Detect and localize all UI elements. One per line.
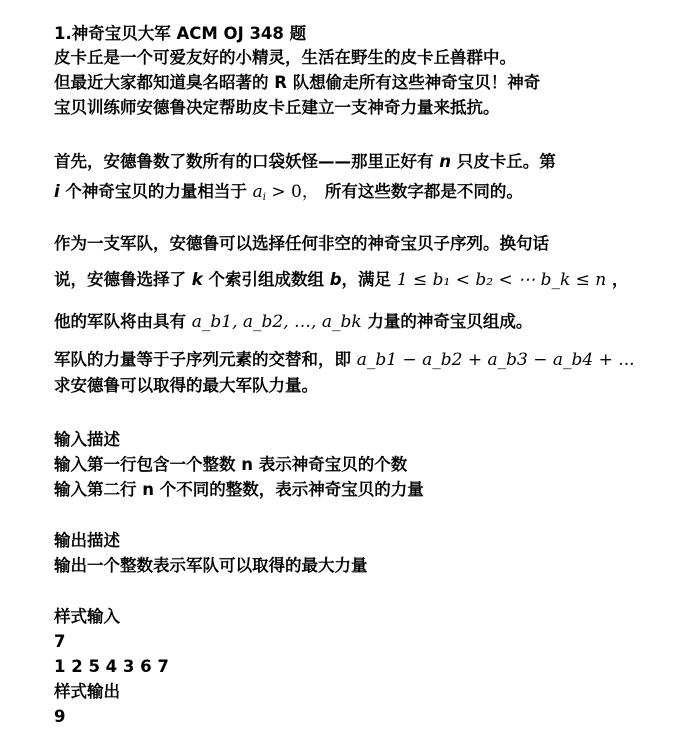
para2-line-2 bbox=[54, 180, 523, 210]
sample-output-heading: 样式输出 bbox=[54, 682, 120, 701]
intro-line-2: 但最近大家都知道臭名昭著的 R 队想偷走所有这些神奇宝贝！神奇 bbox=[54, 73, 541, 92]
formula-sub-i: i bbox=[262, 192, 266, 203]
para3-text: 他的军队将由具有 bbox=[54, 312, 192, 331]
input-heading: 输入描述 bbox=[54, 430, 120, 449]
problem-title: 1.神奇宝贝大军 ACM OJ 348 题 bbox=[54, 24, 307, 43]
para2-text: 个神奇宝贝的力量相当于 bbox=[59, 182, 253, 201]
para4-line-2: 求安德鲁可以取得的最大军队力量。 bbox=[54, 376, 318, 395]
para3-text: ， bbox=[606, 270, 629, 289]
formula-b-indices: 1 ≤ b₁ < b₂ < ⋯ b_k ≤ n bbox=[396, 270, 607, 290]
sample-input-heading: 样式输入 bbox=[54, 607, 120, 626]
para3-text: 说，安德鲁选择了 bbox=[54, 270, 192, 289]
para3-line-3 bbox=[54, 310, 532, 334]
k-variable: k bbox=[191, 270, 203, 289]
para3-text: 个索引组成数组 bbox=[202, 270, 330, 289]
para4-line-1 bbox=[54, 348, 635, 372]
para2-text: 所有这些数字都是不同的。 bbox=[324, 182, 523, 201]
para2-text: 首先，安德鲁数了数所有的口袋妖怪——那里正好有 bbox=[54, 152, 440, 171]
sample-input-line-1: 7 bbox=[54, 632, 66, 651]
formula-a-list: a_b1, a_b2, …, a_bk bbox=[191, 312, 362, 332]
para2-line-1 bbox=[54, 150, 556, 174]
para3-line-2 bbox=[54, 268, 629, 292]
para3-line-1: 作为一支军队，安德鲁可以选择任何非空的神奇宝贝子序列。换句话 bbox=[54, 234, 549, 253]
output-line-1: 输出一个整数表示军队可以取得的最大力量 bbox=[54, 556, 368, 575]
para3-text: ，满足 bbox=[341, 270, 397, 289]
n-variable: n bbox=[439, 152, 451, 171]
sample-output-line-1: 9 bbox=[54, 707, 66, 726]
formula-alternating-sum: a_b1 − a_b2 + a_b3 − a_b4 + ... bbox=[356, 350, 635, 370]
sample-input-line-2: 1 2 5 4 3 6 7 bbox=[54, 657, 169, 676]
input-line-2: 输入第二行 n 个不同的整数，表示神奇宝贝的力量 bbox=[54, 480, 424, 499]
para4-text: 军队的力量等于子序列元素的交替和，即 bbox=[54, 350, 357, 369]
formula-a: a bbox=[252, 182, 263, 202]
para2-text: 只皮卡丘。第 bbox=[451, 152, 556, 171]
output-heading: 输出描述 bbox=[54, 531, 120, 550]
formula-ai-positive bbox=[253, 182, 319, 202]
intro-line-1: 皮卡丘是一个可爱友好的小精灵，生活在野生的皮卡丘兽群中。 bbox=[54, 48, 516, 67]
para3-text: 力量的神奇宝贝组成。 bbox=[361, 312, 533, 331]
i-variable: i bbox=[54, 182, 60, 201]
formula-gt-zero: > 0， bbox=[266, 182, 319, 202]
b-variable: b bbox=[329, 270, 342, 289]
input-line-1: 输入第一行包含一个整数 n 表示神奇宝贝的个数 bbox=[54, 455, 408, 474]
intro-line-3: 宝贝训练师安德鲁决定帮助皮卡丘建立一支神奇力量来抵抗。 bbox=[54, 98, 500, 117]
